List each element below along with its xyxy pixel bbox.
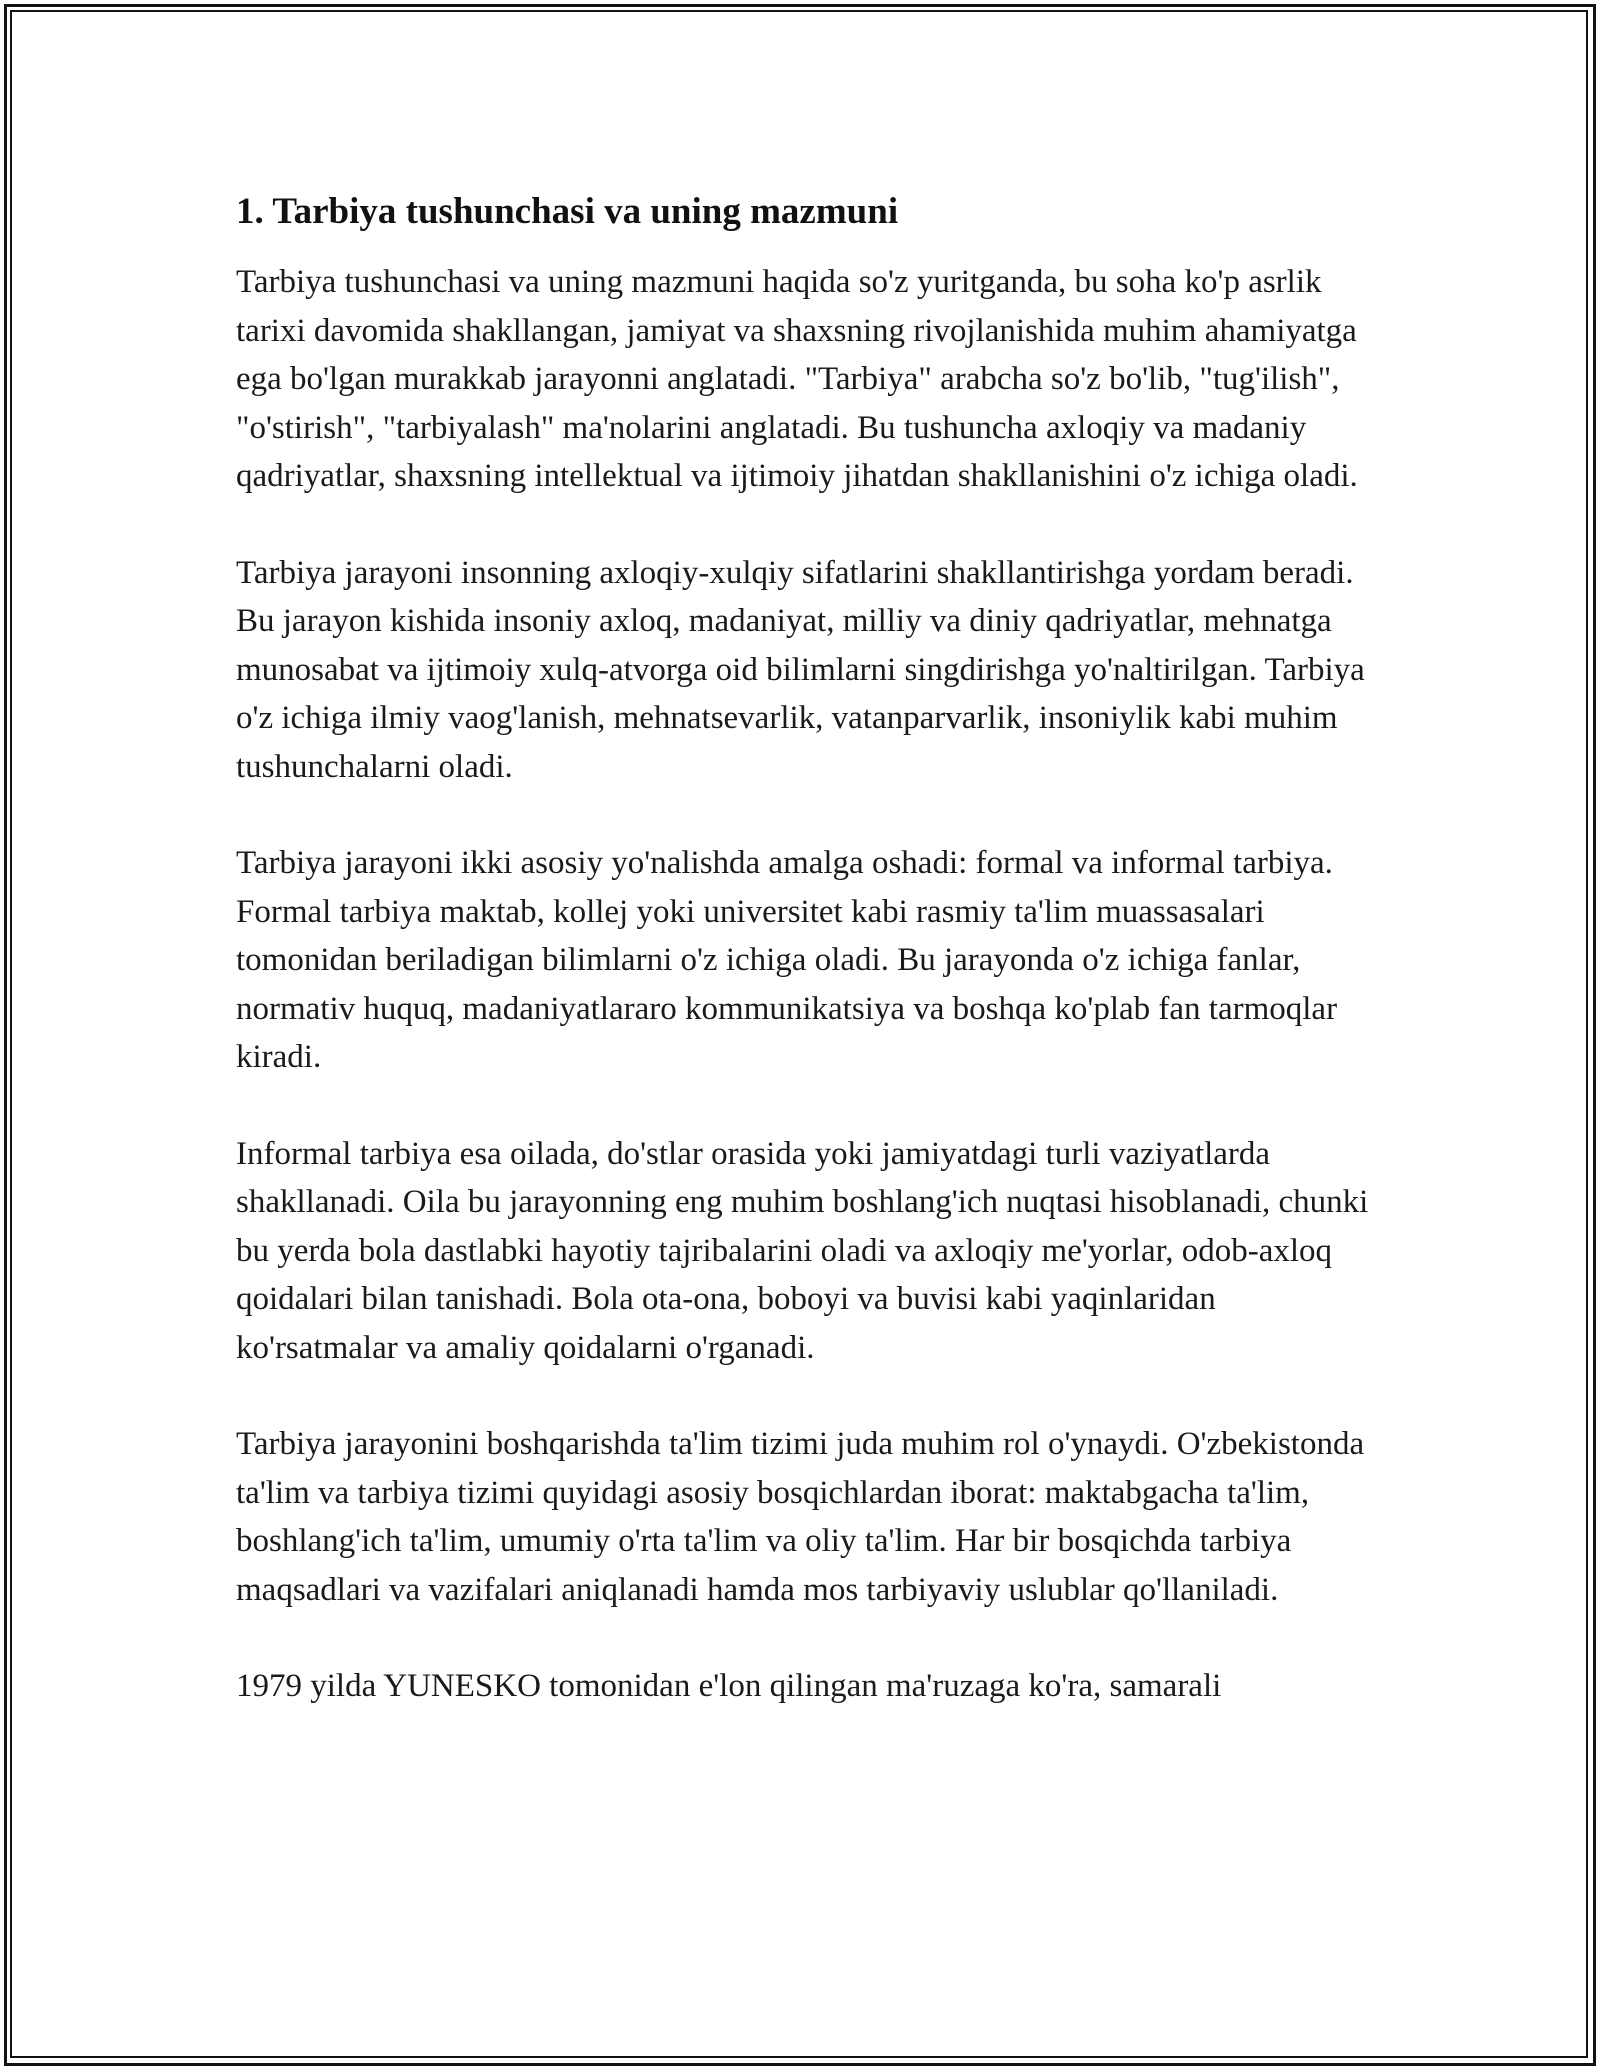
paragraph-4: Informal tarbiya esa oilada, do'stlar orasida yoki jamiyatdagi turli vaziyatlarda shakllanadi. Oila bu jarayonning eng muhim boshlang'ich nuqtasi hisoblanadi, chunki bu yerda bola dastlabki hayotiy tajribalarini oladi va axloqiy me'yorlar, odob-axloq qoidalari bilan tanishadi. Bola ota-ona, boboyi va buvisi kabi yaqinlaridan ko'rsatmalar va amaliy qoidalarni o'rganadi. <box>236 1135 1369 1366</box>
paragraph-5: Tarbiya jarayonini boshqarishda ta'lim tizimi juda muhim rol o'ynaydi. O'zbekistonda ta'lim va tarbiya tizimi quyidagi asosiy bosqichlardan iborat: maktabgacha ta'lim, boshlang'ich ta'lim, umumiy o'rta ta'lim va oliy ta'lim. Har bir bosqichda tarbiya maqsadlari va vazifalari aniqlanadi hamda mos tarbiyaviy uslublar qo'llaniladi. <box>236 1426 1365 1608</box>
paragraph-1: Tarbiya tushunchasi va uning mazmuni haqida so'z yuritganda, bu soha ko'p asrlik tarixi davomida shakllangan, jamiyat va shaxsning rivojlanishida muhim ahamiyatga ega bo'lgan murakkab jarayonni anglatadi. "Tarbiya" arabcha so'z bo'lib, "tug'ilish", "o'stirish", "tarbiyalash" ma'nolarini anglatadi. Bu tushuncha axloqiy va madaniy qadriyatlar, shaxsning intellektual va ijtimoiy jihatdan shakllanishini o'z ichiga oladi. <box>236 264 1358 494</box>
section-heading: 1. Tarbiya tushunchasi va uning mazmuni <box>236 191 899 232</box>
paragraph-6: 1979 yilda YUNESKO tomonidan e'lon qilingan ma'ruzaga ko'ra, samarali <box>236 1668 1222 1704</box>
paragraph-3: Tarbiya jarayoni ikki asosiy yo'nalishda amalga oshadi: formal va informal tarbiya. Formal tarbiya maktab, kollej yoki universitet kabi rasmiy ta'lim muassasalari tomonidan beriladigan bilimlarni o'z ichiga oladi. Bu jarayonda o'z ichiga fanlar, normativ huquq, madaniyatlararo kommunikatsiya va boshqa ko'plab fan tarmoqlar kiradi. <box>236 845 1338 1075</box>
document-body <box>236 186 1376 1711</box>
paragraph-2: Tarbiya jarayoni insonning axloqiy-xulqiy sifatlarini shakllantirishga yordam beradi. Bu jarayon kishida insoniy axloq, madaniyat, milliy va diniy qadriyatlar, mehnatga munosabat va ijtimoiy xulq-atvorga oid bilimlarni singdirishga yo'naltirilgan. Tarbiya o'z ichiga ilmiy vaog'lanish, mehnatsevarlik, vatanparvarlik, insoniylik kabi muhim tushunchalarni oladi. <box>236 554 1365 785</box>
